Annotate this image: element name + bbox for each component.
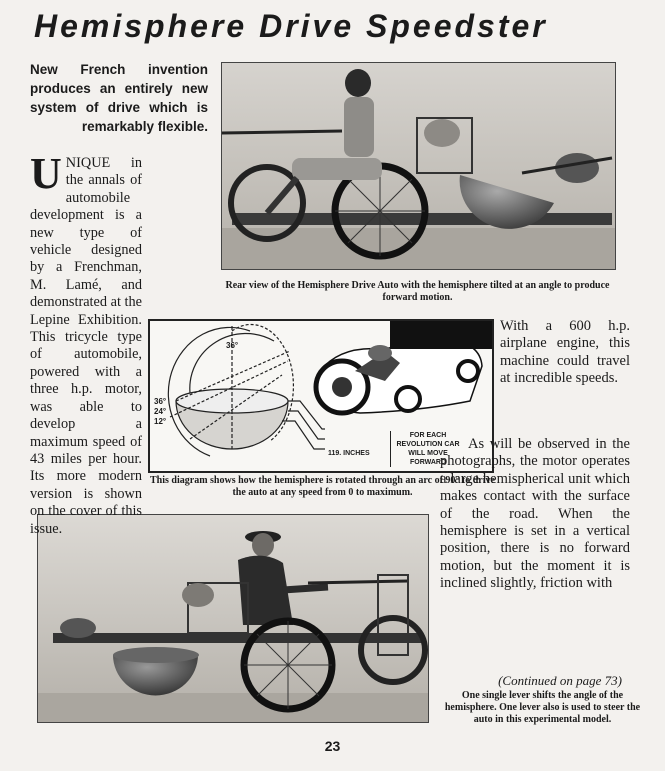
continued-line: (Continued on page 73) — [498, 673, 622, 688]
bottom-photo — [37, 514, 429, 723]
top-photo — [221, 62, 616, 270]
diagram-caption: This diagram shows how the hemisphere is rotated through an arc of 90° to drive the auto at any speed from 0 to maximum. — [150, 475, 495, 498]
top-photo-caption: Rear view of the Hemisphere Drive Auto with the hemisphere tilted at an angle to produce forward motion. — [225, 280, 610, 303]
angle-label: 24° — [154, 407, 167, 416]
angle-label-top: 36° — [226, 341, 239, 350]
body-column-2 — [500, 318, 630, 388]
body-text: NIQUE in the annals of automobile development is a new type of vehicle designed by a Frenchman, M. Lamé, and demonstrated at the Lepine Exhibition. This tricycle type of automobile, powered with a three h.p. motor, was able to develop a maximum speed of 43 miles per hour. Its more modern version is shown on the cover of this issue. — [30, 155, 142, 537]
page-number: 23 — [324, 738, 341, 754]
revolution-line: 119. INCHES — [328, 450, 370, 457]
drop-cap: U — [30, 149, 62, 198]
angle-label: 12° — [154, 417, 167, 426]
bottom-photo-caption: One single lever shifts the angle of the hemisphere. One lever also is used to steer the auto in this experimental model. — [444, 690, 641, 725]
article-title: Hemisphere Drive Speedster — [34, 8, 548, 44]
angle-labels — [154, 397, 166, 427]
body-paragraph: With a 600 h.p. airplane engine, this machine could travel at incredible speeds. — [500, 318, 630, 387]
angle-label: 36° — [154, 397, 167, 406]
body-column-1 — [30, 149, 142, 538]
body-paragraph: As will be observed in the photographs, the motor operates a large hemispherical unit which makes contact with the surface of the road. When the hemisphere is set in a vertical position, there is no forward motion, but the moment it is inclined slightly, friction with — [440, 436, 630, 592]
article-deck: New French invention produces an entirely new system of drive which is remarkably flexible. — [30, 62, 208, 134]
revolution-note: FOR EACH REVOLUTION CAR WILL MOVE FORWARD — [390, 431, 462, 467]
revolution-values — [328, 431, 370, 473]
body-paragraph — [30, 149, 142, 538]
body-column-2b — [440, 436, 630, 593]
